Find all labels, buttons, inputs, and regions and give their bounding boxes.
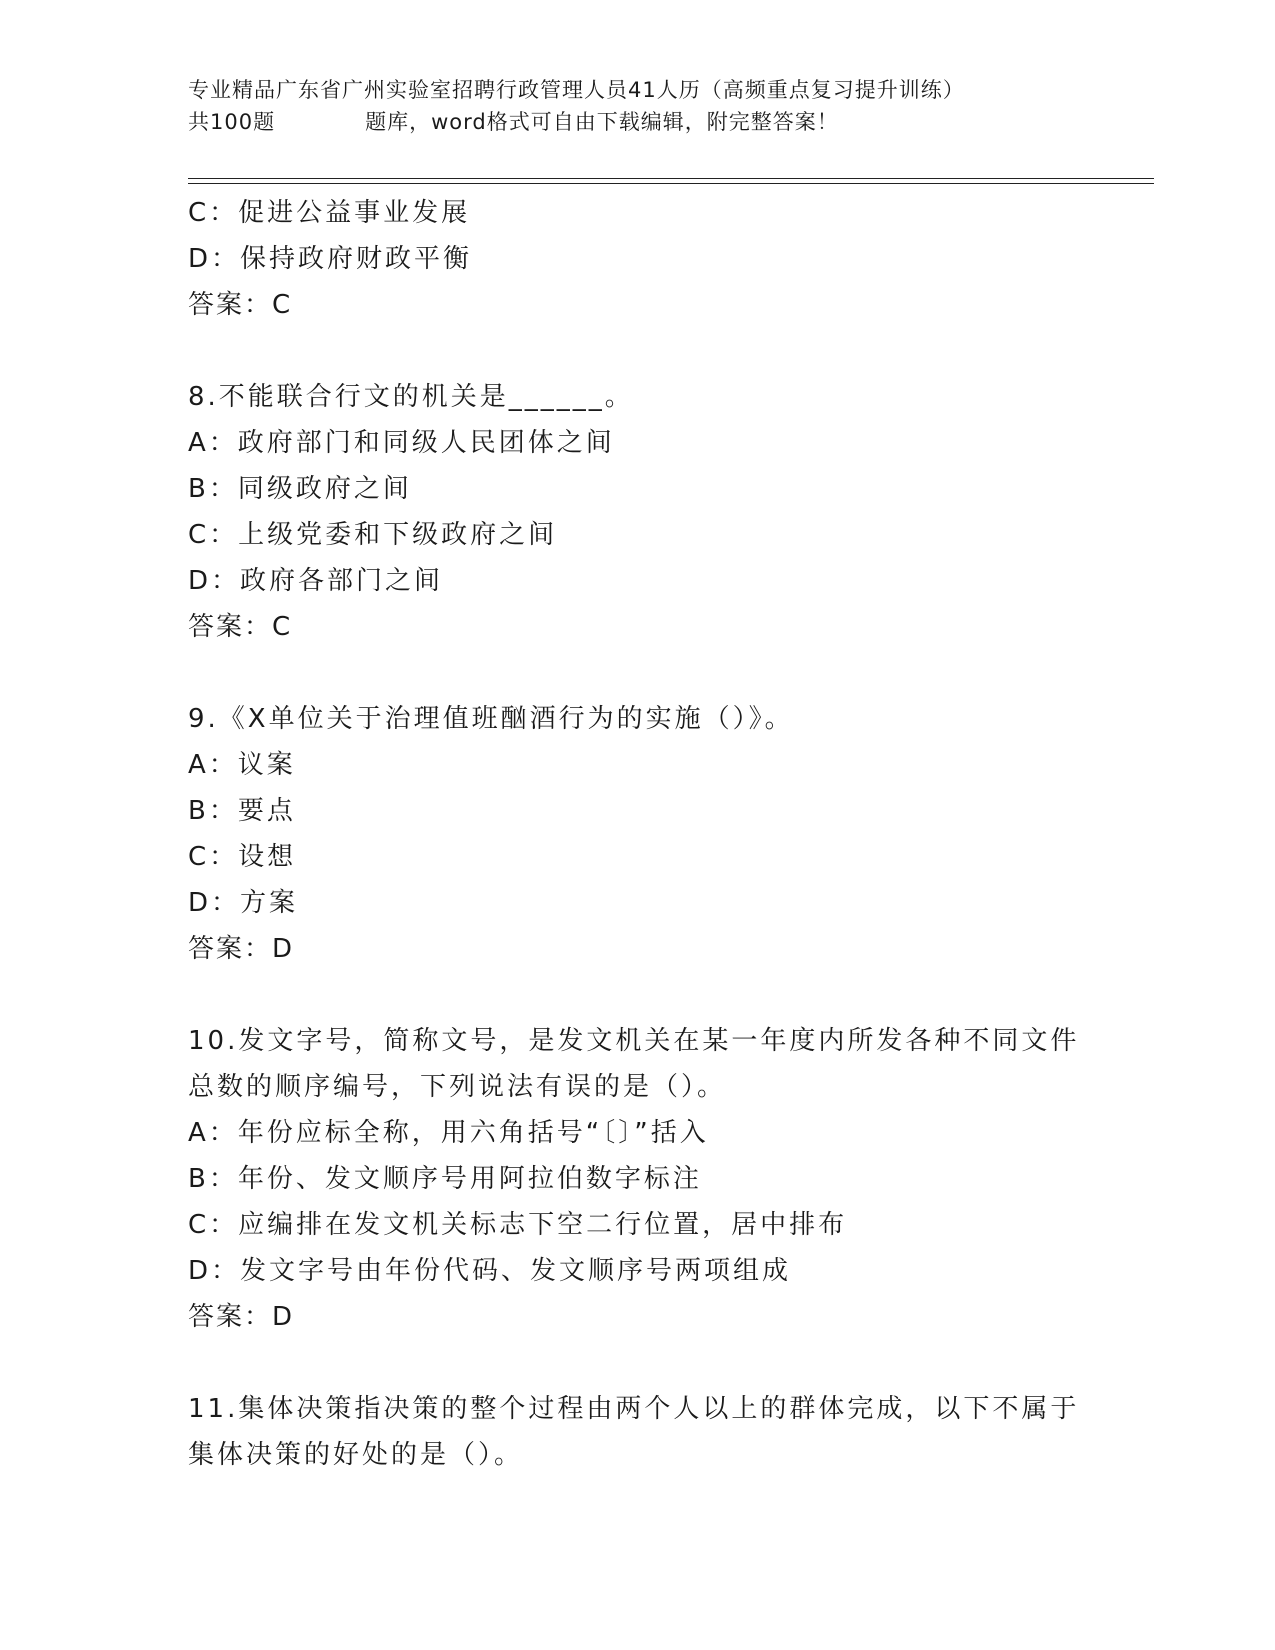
option-c: C：上级党委和下级政府之间	[188, 520, 558, 550]
header-title-line2	[188, 106, 1148, 138]
option-b: B：年份、发文顺序号用阿拉伯数字标注	[188, 1164, 702, 1194]
question-text: 8.不能联合行文的机关是______。	[188, 382, 634, 412]
header-title-line1: 专业精品广东省广州实验室招聘行政管理人员41人历（高频重点复习提升训练）	[188, 78, 965, 102]
option-c: C：设想	[188, 842, 297, 872]
header-description: 题库，word格式可自由下载编辑，附完整答案！	[365, 110, 839, 134]
option-c: C：促进公益事业发展	[188, 198, 471, 228]
document-body	[188, 190, 1088, 1478]
option-c: C：应编排在发文机关标志下空二行位置，居中排布	[188, 1210, 848, 1240]
option-b: B：要点	[188, 796, 296, 826]
answer-line: 答案：C	[188, 290, 293, 320]
option-d: D：保持政府财政平衡	[188, 244, 473, 274]
header-divider-bottom	[188, 183, 1154, 184]
question-text-continued: 集体决策的好处的是（）。	[188, 1440, 524, 1470]
answer-line: 答案：D	[188, 1302, 295, 1332]
option-a: A：政府部门和同级人民团体之间	[188, 428, 615, 458]
option-b: B：同级政府之间	[188, 474, 412, 504]
answer-line: 答案：D	[188, 934, 295, 964]
option-a: A：议案	[188, 750, 296, 780]
question-text: 9.《X单位关于治理值班酗酒行为的实施（）》。	[188, 704, 794, 734]
question-text-continued: 总数的顺序编号，下列说法有误的是（）。	[188, 1072, 727, 1102]
answer-line: 答案：C	[188, 612, 293, 642]
option-d: D：发文字号由年份代码、发文顺序号两项组成	[188, 1256, 792, 1286]
question-text: 10.发文字号，简称文号，是发文机关在某一年度内所发各种不同文件	[188, 1026, 1080, 1056]
header-divider-top	[188, 178, 1154, 179]
question-text: 11.集体决策指决策的整个过程由两个人以上的群体完成，以下不属于	[188, 1394, 1080, 1424]
option-d: D：方案	[188, 888, 299, 918]
header-question-count: 共100题	[188, 110, 276, 134]
document-header	[188, 74, 1148, 138]
option-a: A：年份应标全称，用六角括号“〔〕”括入	[188, 1118, 709, 1148]
option-d: D：政府各部门之间	[188, 566, 444, 596]
